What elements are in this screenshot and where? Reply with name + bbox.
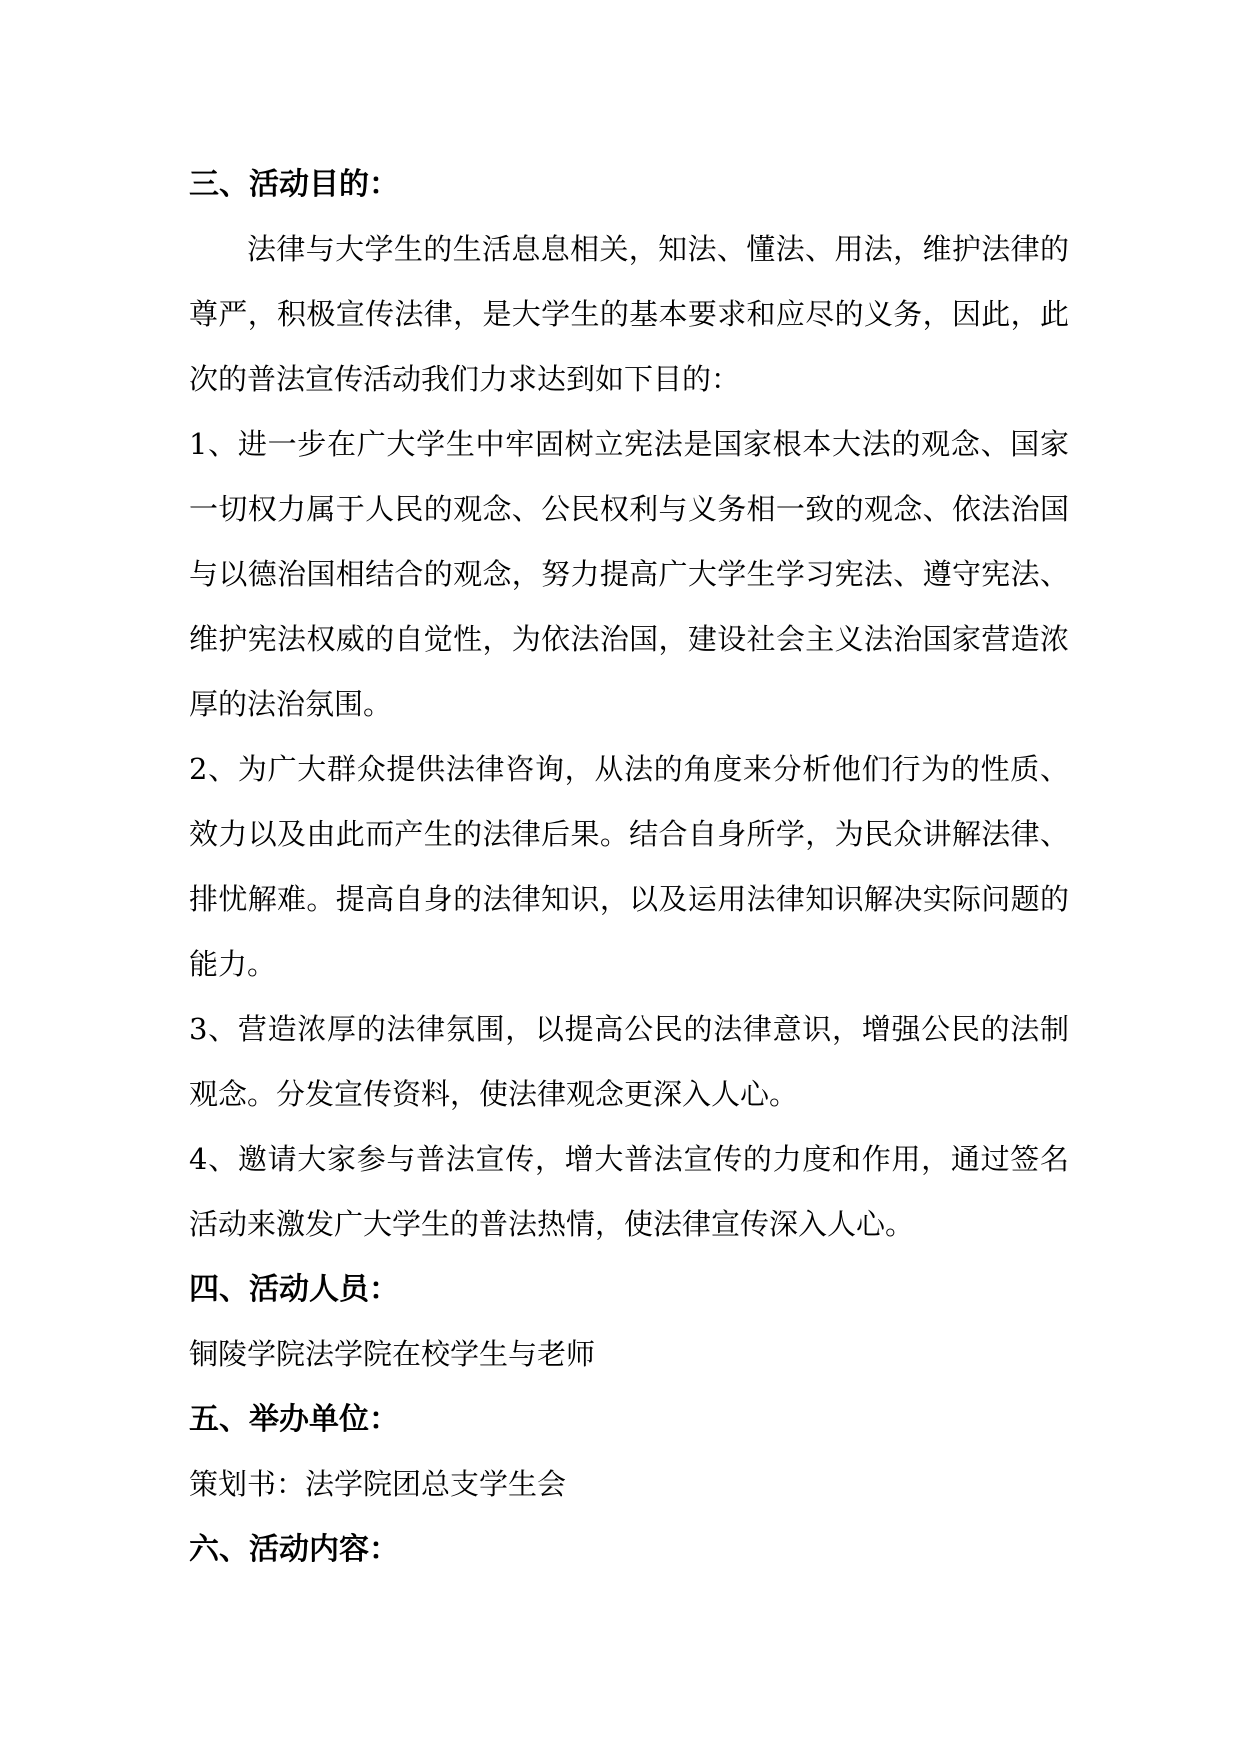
purpose-item-3: 3、营造浓厚的法律氛围，以提高公民的法律意识，增强公民的法制观念。分发宣传资料，使法律观念更深入人心。 <box>189 1012 1069 1111</box>
purpose-intro-paragraph: 法律与大学生的生活息息相关，知法、懂法、用法，维护法律的尊严，积极宣传法律，是大学生的基本要求和应尽的义务，因此，此次的普法宣传活动我们力求达到如下目的： <box>189 232 1069 396</box>
purpose-item-1: 1、进一步在广大学生中牢固树立宪法是国家根本大法的观念、国家一切权力属于人民的观念、公民权利与义务相一致的观念、依法治国与以德治国相结合的观念，努力提高广大学生学习宪法、遵守宪法、维护宪法权威的自觉性，为依法治国，建设社会主义法治国家营造浓厚的法治氛围。 <box>189 427 1069 721</box>
section-heading-content: 六、活动内容： <box>189 1532 399 1567</box>
purpose-item-2: 2、为广大群众提供法律咨询，从法的角度来分析他们行为的性质、效力以及由此而产生的法律后果。结合自身所学，为民众讲解法律、排忧解难。提高自身的法律知识，以及运用法律知识解决实际问题的能力。 <box>189 752 1069 981</box>
personnel-text: 铜陵学院法学院在校学生与老师 <box>189 1337 596 1371</box>
organizer-text: 策划书：法学院团总支学生会 <box>189 1467 567 1501</box>
section-heading-purpose: 三、活动目的： <box>189 167 399 202</box>
section-heading-personnel: 四、活动人员： <box>189 1272 399 1307</box>
section-heading-organizer: 五、举办单位： <box>189 1402 399 1437</box>
purpose-item-4: 4、邀请大家参与普法宣传，增大普法宣传的力度和作用，通过签名活动来激发广大学生的普法热情，使法律宣传深入人心。 <box>189 1142 1069 1241</box>
document-body <box>189 152 1069 1582</box>
